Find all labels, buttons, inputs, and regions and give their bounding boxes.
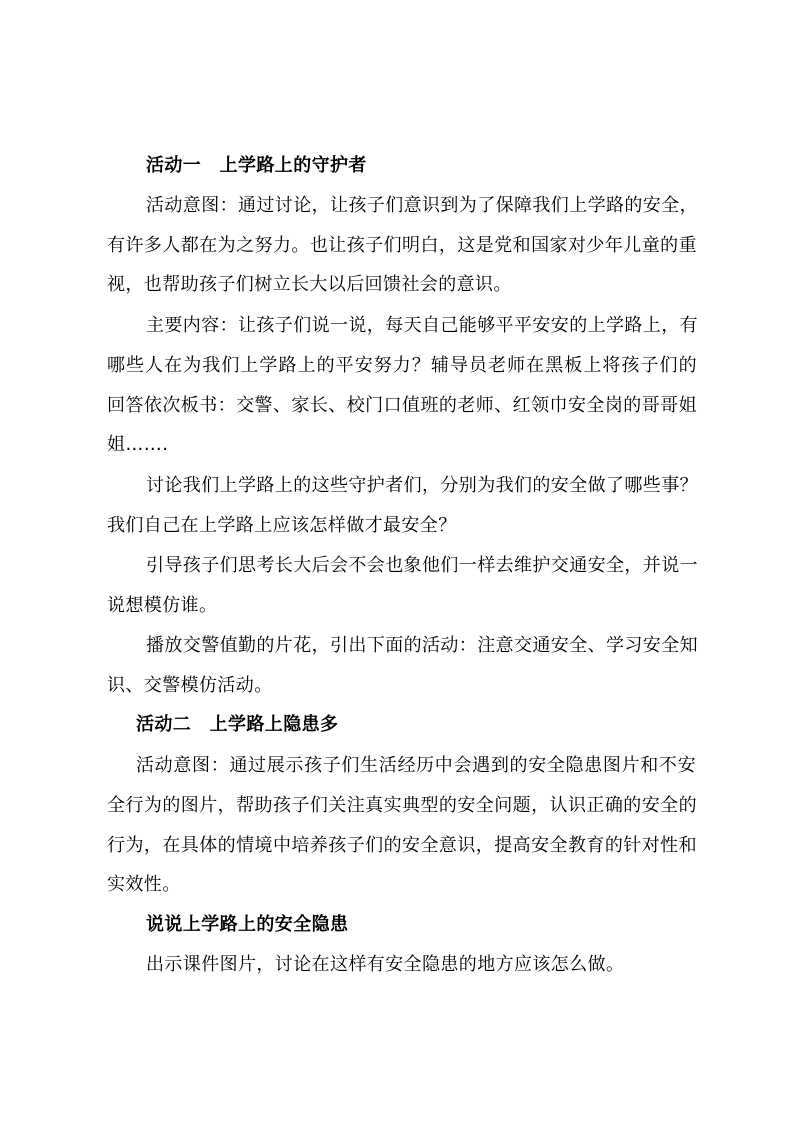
activity1-intent-line-2: 有许多人都在为之努力。也让孩子们明白，这是党和国家对少年儿童的重 [107, 235, 697, 256]
activity1-heading: 活动一 上学路上的守护者 [146, 155, 367, 176]
activity1-play-line-2: 识、交警模仿活动。 [107, 675, 273, 696]
activity1-discussion-line-2: 我们自己在上学路上应该怎样做才最安全？ [107, 515, 457, 536]
activity2-subheading: 说说上学路上的安全隐患 [146, 914, 349, 935]
activity2-intent-line-2: 全行为的图片，帮助孩子们关注真实典型的安全问题，认识正确的安全的 [107, 795, 697, 816]
activity2-heading: 活动二 上学路上隐患多 [136, 714, 339, 735]
activity1-intent-line-3: 视，也帮助孩子们树立长大以后回馈社会的意识。 [107, 274, 512, 295]
activity1-content-line-4: 姐……. [107, 434, 169, 455]
activity1-play-line-1: 播放交警值勤的片花，引出下面的活动：注意交通安全、学习安全知 [146, 635, 698, 656]
activity1-content-line-2: 哪些人在为我们上学路上的平安努力？辅导员老师在黑板上将孩子们的 [107, 355, 697, 376]
activity1-guide-line-2: 说想模仿谁。 [107, 595, 218, 616]
activity2-intent-line-3: 行为，在具体的情境中培养孩子们的安全意识，提高安全教育的针对性和 [107, 835, 697, 856]
activity2-intent-line-4: 实效性。 [107, 874, 181, 895]
activity1-discussion-line-1: 讨论我们上学路上的这些守护者们，分别为我们的安全做了哪些事？ [146, 475, 698, 496]
activity2-show-line: 出示课件图片，讨论在这样有安全隐患的地方应该怎么做。 [146, 954, 625, 975]
activity1-content-line-3: 回答依次板书：交警、家长、校门口值班的老师、红领巾安全岗的哥哥姐 [107, 395, 697, 416]
activity1-guide-line-1: 引导孩子们思考长大后会不会也象他们一样去维护交通安全，并说一 [146, 555, 698, 576]
activity2-intent-line-1: 活动意图：通过展示孩子们生活经历中会遇到的安全隐患图片和不安 [136, 755, 696, 776]
activity1-content-line-1: 主要内容：让孩子们说一说，每天自己能够平平安安的上学路上，有 [146, 315, 698, 336]
activity1-intent-line-1: 活动意图：通过讨论，让孩子们意识到为了保障我们上学路的安全， [146, 195, 698, 216]
